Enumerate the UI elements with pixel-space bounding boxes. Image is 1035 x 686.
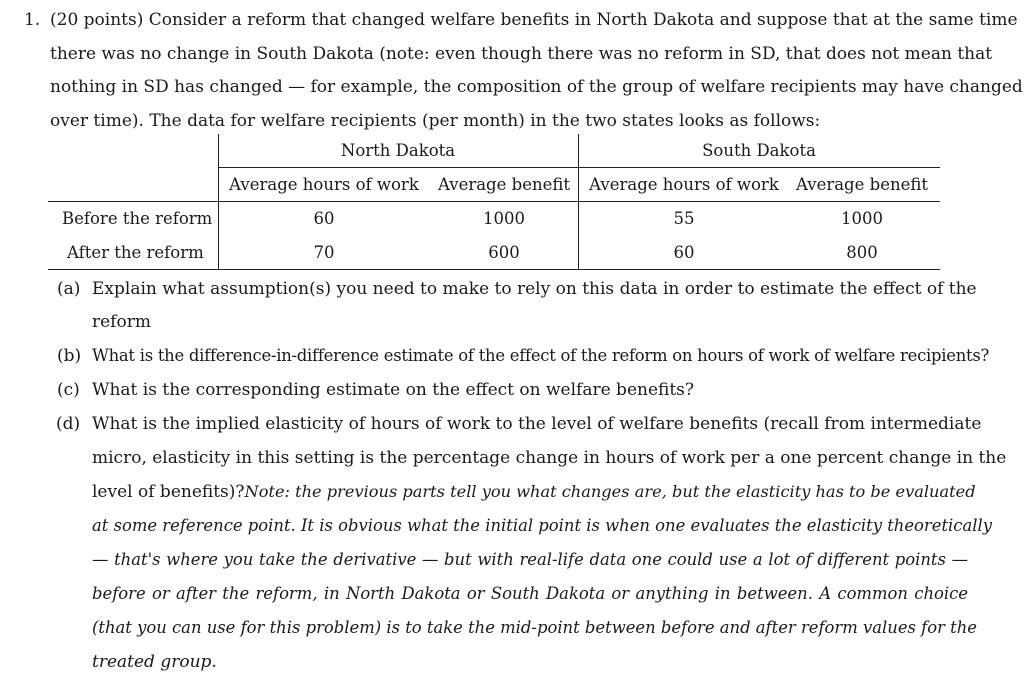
row-label-before: Before the reform	[62, 209, 213, 228]
cell-before-sd-benefit: 1000	[841, 209, 883, 228]
cell-after-sd-hours: 60	[673, 243, 695, 262]
table-rule-under-states	[218, 167, 940, 168]
part-b-text: What is the difference-in-difference estimate of the effect of the reform on hours of work of welfare recipients?	[92, 346, 990, 365]
row-label-after: After the reform	[67, 243, 204, 262]
col-header-nd-hours: Average hours of work	[229, 175, 419, 194]
part-c-text: What is the corresponding estimate on the effect on welfare benefits?	[92, 380, 695, 400]
col-header-sd-hours: Average hours of work	[589, 175, 779, 194]
part-b-label: (b)	[57, 346, 82, 366]
intro-line-4: over time). The data for welfare recipients (per month) in the two states looks as follows:	[50, 111, 821, 131]
col-header-nd-benefit: Average benefit	[438, 175, 570, 194]
part-d-line-2: micro, elasticity in this setting is the percentage change in hours of work per a one percent change in the	[92, 448, 1007, 468]
part-a-line-2: reform	[92, 312, 151, 332]
part-d-italic-line-3: before or after the reform, in North Dakota or South Dakota or anything in between. A common choice	[92, 584, 968, 603]
question-number: 1.	[24, 10, 41, 30]
part-d-note: Note: the previous parts tell you what changes are, but the elasticity has to be evaluated	[244, 482, 976, 501]
part-d-italic-line-4: (that you can use for this problem) is to take the mid-point between before and after reform values for the	[92, 618, 977, 637]
cell-after-sd-benefit: 800	[846, 243, 878, 262]
part-a-line-1: Explain what assumption(s) you need to make to rely on this data in order to estimate the effect of the	[92, 279, 977, 299]
intro-line-3: nothing in SD has changed — for example, the composition of the group of welfare recipients may have changed	[50, 77, 1023, 97]
cell-before-nd-benefit: 1000	[483, 209, 525, 228]
intro-line-1: (20 points) Consider a reform that changed welfare benefits in North Dakota and suppose that at the same time	[50, 10, 1018, 30]
cell-before-nd-hours: 60	[313, 209, 335, 228]
part-d-line-3	[92, 481, 976, 503]
table-rule-under-headers	[48, 201, 940, 202]
cell-before-sd-hours: 55	[673, 209, 695, 228]
table-rule-bottom	[48, 269, 940, 270]
intro-line-2: there was no change in South Dakota (note: even though there was no reform in SD, that does not mean that	[50, 44, 993, 64]
part-d-italic-line-2: — that's where you take the derivative — but with real-life data one could use a lot of different points —	[92, 550, 968, 569]
state-header-south-dakota: South Dakota	[702, 141, 816, 160]
part-d-line-1: What is the implied elasticity of hours of work to the level of welfare benefits (recall from intermediate	[92, 414, 982, 434]
part-a-label: (a)	[57, 279, 81, 299]
part-d-italic-line-1: at some reference point. It is obvious what the initial point is when one evaluates the elasticity theoretically	[92, 516, 992, 535]
cell-after-nd-hours: 70	[313, 243, 335, 262]
part-d-italic-line-5: treated group.	[92, 652, 217, 672]
cell-after-nd-benefit: 600	[488, 243, 520, 262]
col-header-sd-benefit: Average benefit	[796, 175, 928, 194]
part-d-label: (d)	[56, 414, 81, 434]
welfare-data-table	[48, 134, 940, 270]
part-d-line-3-plain: level of benefits)?	[92, 482, 245, 502]
state-header-north-dakota: North Dakota	[340, 141, 456, 160]
part-c-label: (c)	[57, 380, 80, 400]
